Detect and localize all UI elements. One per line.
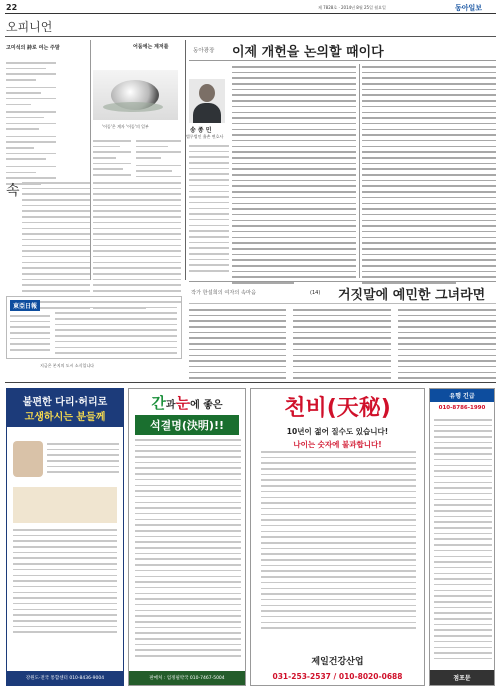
second-article-headline: 거짓말에 예민한 그녀라면 [338,288,486,303]
column-text-col2 [362,66,496,288]
poem-side-title: 어둠에는 계저를 [133,44,169,50]
page-number: 22 [6,3,18,12]
column-text-col1 [232,66,356,288]
ad-seokgyeolmyeong[interactable] [128,388,246,686]
section-title: 오피니언 [6,20,53,34]
ad4-text [434,419,492,664]
ad2-headline-3: 눈 [175,394,191,412]
ad2-headline-1: 간 [151,394,166,412]
poem-essay-col1 [22,182,90,313]
sidebar-notice: 지금은 본지의 도시 소식입니다 [40,363,95,368]
ad2-headline [129,389,245,413]
ad3-phone: 031-253-2537 / 010-8020-0688 [272,672,403,681]
poem-divider [90,40,91,280]
ads-top-rule [5,382,496,383]
poem-photo [93,70,178,120]
ad4-phone: 010-8786-1990 [438,405,486,411]
ad-leg-waist[interactable] [6,388,124,686]
poem-text-right [136,140,181,182]
sidebar-contacts [10,315,50,355]
poem-essay-col2 [93,182,181,313]
issue-meta: 제 7828호 · 2014년 8월 25일 월요일 [318,5,386,10]
ad2-sub: 석결명(決明)!! [135,415,239,435]
sidebar-text [55,301,177,358]
ad2-headline-2: 과 [165,400,176,411]
author-photo [189,79,225,123]
ad4-title: 유행 긴급 [430,389,494,402]
ad2-footer: 판매처 : 엄정필약국 010-7467-5004 [129,671,245,685]
column-text-col1b [189,145,229,276]
column-rule [189,60,496,61]
poem-text [6,62,56,189]
masthead: 동아일보 [455,4,483,12]
ad3-line2: 나이는 숫자에 불과합니다! [293,440,382,449]
column-tag: 동아광장 [193,48,215,54]
author-name: 송 종 민 [190,127,212,134]
poem-photo-caption: '어둠'은 계자 '어둠'의 일부 [102,124,149,129]
ad3-text [261,451,416,633]
ad2-text [135,439,241,661]
second-article-number: (14) [310,290,321,296]
second-article-rule [189,281,496,282]
ad1-photo [13,441,43,477]
poem-title: 고미석의 詩로 여는 주말 [6,45,60,51]
author-title: 법무법인 율촌 변호사 [186,134,224,139]
column-headline: 이제 개헌을 논의할 때이다 [232,45,384,60]
poem-drop-cap: 속 [6,183,20,199]
ad1-headline [7,389,123,427]
sidebar-title: 東亞日報 [10,300,40,311]
ad1-photo2 [13,487,117,523]
ad3-line1: 10년이 젊어 질수도 있습니다! [286,427,389,436]
ad1-text-2 [13,529,117,637]
ad-classified[interactable] [429,388,495,686]
ad4-footer: 점포문 [430,670,494,685]
second-article-col2 [293,309,391,383]
column-divider [359,64,360,278]
ad1-headline-line2: 고생하시는 분들께 [24,412,106,423]
ad1-footer: 강원도·전국 통합센터 010-8436-9004 [7,671,123,685]
main-divider [185,40,186,280]
ad2-headline-4: 에 좋은 [190,400,223,411]
ad3-brand: 천비(天秘) [284,396,391,421]
second-article-tag: 작가 한설희의 여자의 속마음 [191,290,257,296]
poem-text-mid [93,140,131,180]
ad3-company: 제일건강산업 [311,657,364,667]
second-article-col1 [189,309,286,383]
ad1-text-1 [47,443,119,477]
header-rule [5,13,496,14]
second-article-col3 [398,309,496,383]
ad1-headline-line1: 불편한 다리·허리로 [22,397,108,408]
ad-cheonbi[interactable] [250,388,425,686]
second-article-rule2 [189,303,496,304]
section-rule [5,36,496,37]
